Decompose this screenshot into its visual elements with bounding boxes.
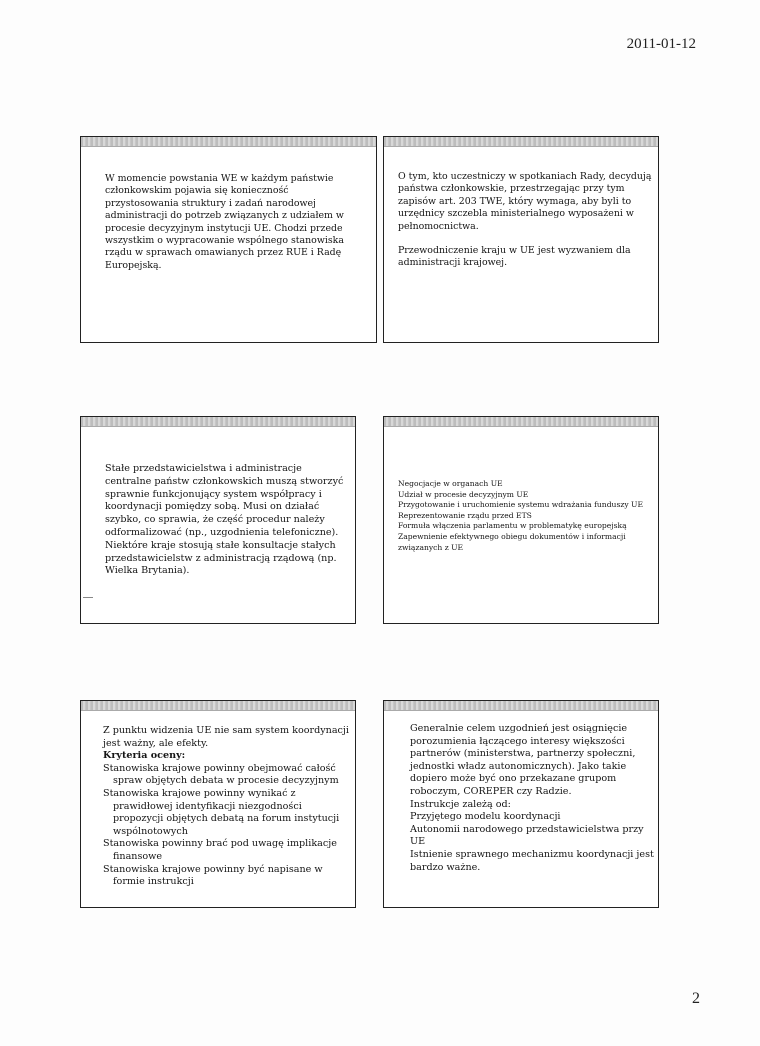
slide-6	[383, 700, 659, 908]
list-item: Stanowiska powinny brać pod uwagę implikacje finansowe	[103, 838, 337, 862]
list-item: Istnienie sprawnego mechanizmu koordynacji jest bardzo ważne.	[410, 848, 654, 873]
list-item: Przygotowanie i uruchomienie systemu wdrażania funduszy UE	[398, 500, 643, 510]
list-item: Stanowiska krajowe powinny wynikać z prawidłowej identyfikacji niezgodności propozycji objętych debatą na forum instytucji wspólnotowych	[103, 787, 340, 837]
slide-4-list	[398, 479, 650, 553]
page-number: 2	[692, 990, 700, 1007]
list-item: Udział w procesie decyzyjnym UE	[398, 489, 529, 499]
slide-2-text	[398, 171, 652, 270]
slide-1	[80, 136, 377, 343]
list-item: Instrukcje zależą od:	[410, 798, 511, 810]
list-item: Stanowiska krajowe powinny obejmować całość spraw objętych debata w procesie decyzyjnym	[103, 762, 339, 787]
slide-paragraph: O tym, kto uczestniczy w spotkaniach Rady, decydują państwa członkowskie, przestrzegając przy tym zapisów art. 203 TWE, który wymaga, aby byli to urzędnicy szczebla ministerialnego wyposażeni w pełnomocnictwa.	[398, 171, 652, 232]
slide-5-text	[89, 725, 351, 889]
slide-5	[80, 700, 356, 908]
criteria-heading: Kryteria oceny:	[103, 750, 186, 762]
page-date: 2011-01-12	[626, 36, 696, 52]
slide-paragraph: Stałe przedstawicielstwa i administracje centralne państw członkowskich muszą stworzyć sprawnie funkcjonujący system współpracy i koordynacji pomiędzy sobą. Musi on działać szybko, co sprawia, że część procedur należy odformalizować (np., uzgodnienia telefoniczne). Niektóre kraje stosują stałe konsultacje stałych przedstawicielstw z administracją rządową (np. Wielka Brytania).	[105, 463, 344, 577]
list-item: Reprezentowanie rządu przed ETS	[398, 510, 532, 520]
slide-intro: Z punktu widzenia UE nie sam system koordynacji jest ważny, ale efekty.	[103, 725, 349, 749]
list-item: Zapewnienie efektywnego obiegu dokumentów i informacji związanych z UE	[398, 531, 626, 552]
list-item: Stanowiska krajowe powinny być napisane w formie instrukcji	[103, 863, 323, 888]
slide-paragraph: W momencie powstania WE w każdym państwie członkowskim pojawia się konieczność przystosowania struktury i zadań narodowej administracji do potrzeb związanych z udziałem w procesie decyzyjnym instytucji UE. Chodzi przede wszystkim o wypracowanie wspólnego stanowiska rządu w sprawach omawianych przez RUE i Radę Europejską.	[105, 173, 344, 271]
slide-intro: Generalnie celem uzgodnień jest osiągnięcie porozumienia łączącego interesy większości partnerów (ministerstwa, partnerzy społeczni, jednostki władz autonomicznych). Jako takie dopiero może być ono przekazane grupom roboczym, COREPER czy Radzie.	[410, 723, 636, 797]
slide-paragraph: Przewodniczenie kraju w UE jest wyzwaniem dla administracji krajowej.	[398, 245, 631, 269]
scan-mark	[83, 597, 93, 598]
slide-3	[80, 416, 356, 624]
list-item: Negocjacje w organach UE	[398, 479, 503, 488]
slide-4	[383, 416, 659, 624]
list-item: Autonomii narodowego przedstawicielstwa przy UE	[410, 823, 644, 848]
list-item: Formuła włączenia parlamentu w problematykę europejską	[398, 521, 627, 531]
slide-1-text	[105, 173, 361, 272]
slide-6-text	[410, 723, 654, 874]
list-item: Przyjętego modelu koordynacji	[410, 811, 561, 823]
slide-3-text	[105, 463, 351, 578]
slide-2	[383, 136, 659, 343]
